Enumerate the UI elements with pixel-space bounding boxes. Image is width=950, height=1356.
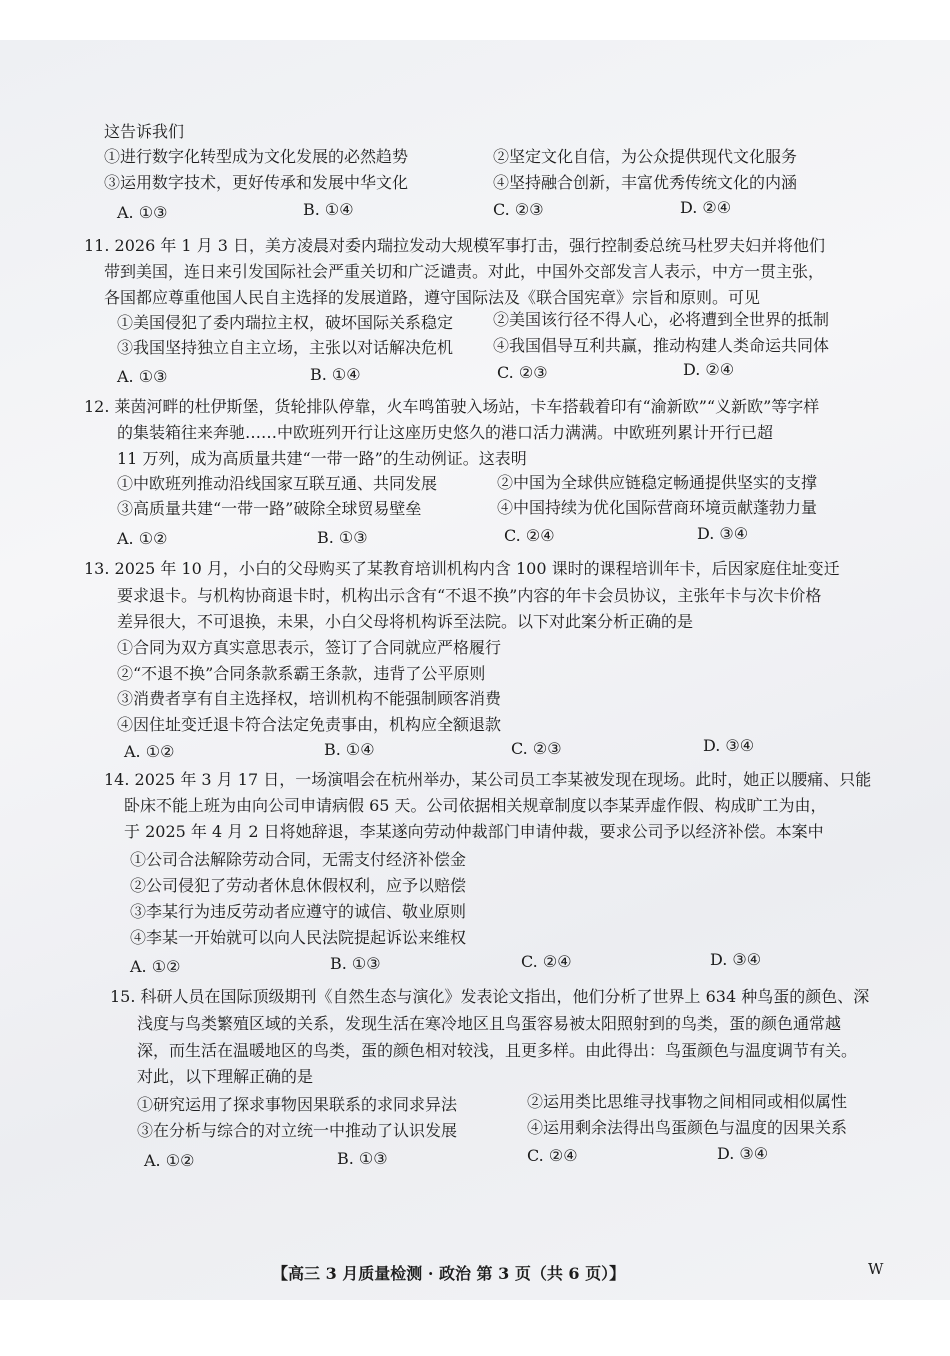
statement-3: ③运用数字技术，更好传承和发展中华文化: [104, 173, 409, 192]
question-stem-line: 11. 2026 年 1 月 3 日，美方凌晨对委内瑞拉发动大规模军事打击，强行控制委总统马杜罗夫妇并将他们: [84, 236, 826, 255]
choice-d: D. ②④: [683, 360, 735, 379]
choice-d: D. ③④: [717, 1144, 769, 1163]
statement-1: ①公司合法解除劳动合同，无需支付经济补偿金: [130, 850, 467, 869]
choice-d: D. ②④: [680, 198, 732, 217]
choice-d: D. ③④: [710, 950, 762, 969]
choice-b: B. ①④: [303, 200, 354, 219]
question-stem-line: 的集装箱往来奔驰……中欧班列开行让这座历史悠久的港口活力满满。中欧班列累计开行已超: [117, 423, 774, 442]
choice-b: B. ①④: [310, 365, 361, 384]
statement-3: ③李某行为违反劳动者应遵守的诚信、敬业原则: [130, 902, 467, 921]
choice-a: A. ①③: [117, 367, 168, 386]
question-stem-line: 14. 2025 年 3 月 17 日，一场演唱会在杭州举办，某公司员工李某被发现在现场。此时，她正以腰痛、只能: [104, 770, 872, 789]
statement-3: ③在分析与综合的对立统一中推动了认识发展: [137, 1121, 458, 1140]
choice-b: B. ①③: [330, 954, 381, 973]
question-stem-line: 要求退卡。与机构协商退卡时，机构出示含有“不退不换”内容的年卡会员协议，主张年卡与次卡价格: [117, 586, 822, 605]
statement-3: ③高质量共建“一带一路”破除全球贸易壁垒: [117, 499, 422, 518]
choice-d: D. ③④: [697, 524, 749, 543]
statement-4: ④李某一开始就可以向人民法院提起诉讼来维权: [130, 928, 467, 947]
question-stem-line: 12. 莱茵河畔的杜伊斯堡，货轮排队停靠，火车鸣笛驶入场站，卡车搭载着印有“渝新欧”“义新欧”等字样: [84, 397, 820, 416]
choice-b: B. ①③: [337, 1149, 388, 1168]
statement-3: ③消费者享有自主选择权，培训机构不能强制顾客消费: [117, 689, 502, 708]
question-stem-line: 各国都应尊重他国人民自主选择的发展道路，遵守国际法及《联合国宪章》宗旨和原则。可见: [104, 288, 761, 307]
statement-2: ②坚定文化自信，为公众提供现代文化服务: [493, 147, 798, 166]
statement-1: ①合同为双方真实意思表示，签订了合同就应严格履行: [117, 638, 502, 657]
choice-c: C. ②③: [511, 739, 562, 758]
choice-a: A. ①②: [124, 742, 175, 761]
question-stem-line: 差异很大，不可退换，未果，小白父母将机构诉至法院。以下对此案分析正确的是: [117, 612, 694, 631]
statement-4: ④因住址变迁退卡符合法定免责事由，机构应全额退款: [117, 715, 502, 734]
choice-b: B. ①③: [317, 528, 368, 547]
question-stem-line: 对此，以下理解正确的是: [137, 1067, 314, 1086]
statement-4: ④坚持融合创新，丰富优秀传统文化的内涵: [493, 173, 798, 192]
choice-c: C. ②④: [521, 952, 572, 971]
statement-1: ①中欧班列推动沿线国家互联互通、共同发展: [117, 474, 438, 493]
choice-c: C. ②③: [497, 363, 548, 382]
choice-c: C. ②④: [504, 526, 555, 545]
statement-1: ①研究运用了探求事物因果联系的求同求异法: [137, 1095, 458, 1114]
statement-1: ①进行数字化转型成为文化发展的必然趋势: [104, 147, 409, 166]
choice-a: A. ①②: [117, 529, 168, 548]
question-stem-line: 13. 2025 年 10 月，小白的父母购买了某教育培训机构内含 100 课时的课程培训年卡，后因家庭住址变迁: [84, 559, 840, 578]
question-stem-line: 11 万列，成为高质量共建“一带一路”的生动例证。这表明: [117, 449, 527, 468]
choice-a: A. ①②: [144, 1151, 195, 1170]
choice-c: C. ②③: [493, 200, 544, 219]
question-stem-line: 深，而生活在温暖地区的鸟类，蛋的颜色相对较浅，且更多样。由此得出：鸟蛋颜色与温度调节有关。: [137, 1041, 858, 1060]
question-stem-line: 浅度与鸟类繁殖区域的关系，发现生活在寒冷地区且鸟蛋容易被太阳照射到的鸟类，蛋的颜色通常越: [137, 1014, 842, 1033]
question-lead: 这告诉我们: [104, 122, 185, 141]
exam-page: [0, 40, 950, 1300]
statement-4: ④我国倡导互利共赢，推动构建人类命运共同体: [493, 336, 830, 355]
question-stem-line: 带到美国，连日来引发国际社会严重关切和广泛谴责。对此，中国外交部发言人表示，中方一贯主张，: [104, 262, 825, 281]
choice-a: A. ①②: [130, 957, 181, 976]
choice-d: D. ③④: [703, 736, 755, 755]
statement-2: ②“不退不换”合同条款系霸王条款，违背了公平原则: [117, 664, 486, 683]
statement-2: ②运用类比思维寻找事物之间相同或相似属性: [527, 1092, 848, 1111]
corner-mark: W: [868, 1260, 884, 1278]
page-footer: 【高三 3 月质量检测 · 政治 第 3 页（共 6 页）】: [272, 1264, 626, 1283]
question-stem-line: 15. 科研人员在国际顶级期刊《自然生态与演化》发表论文指出，他们分析了世界上 634 种鸟蛋的颜色、深: [110, 987, 870, 1006]
statement-2: ②美国该行径不得人心，必将遭到全世界的抵制: [493, 310, 830, 329]
statement-4: ④中国持续为优化国际营商环境贡献蓬勃力量: [497, 498, 818, 517]
choice-a: A. ①③: [117, 203, 168, 222]
question-stem-line: 于 2025 年 4 月 2 日将她辞退，李某遂向劳动仲裁部门申请仲裁，要求公司予以经济补偿。本案中: [124, 822, 824, 841]
statement-4: ④运用剩余法得出鸟蛋颜色与温度的因果关系: [527, 1118, 848, 1137]
statement-2: ②公司侵犯了劳动者休息休假权利，应予以赔偿: [130, 876, 467, 895]
statement-3: ③我国坚持独立自主立场，主张以对话解决危机: [117, 338, 454, 357]
statement-2: ②中国为全球供应链稳定畅通提供坚实的支撑: [497, 473, 818, 492]
question-stem-line: 卧床不能上班为由向公司申请病假 65 天。公司依据相关规章制度以李某弄虚作假、构成旷工为由，: [124, 796, 827, 815]
choice-c: C. ②④: [527, 1146, 578, 1165]
choice-b: B. ①④: [324, 740, 375, 759]
statement-1: ①美国侵犯了委内瑞拉主权，破坏国际关系稳定: [117, 313, 454, 332]
